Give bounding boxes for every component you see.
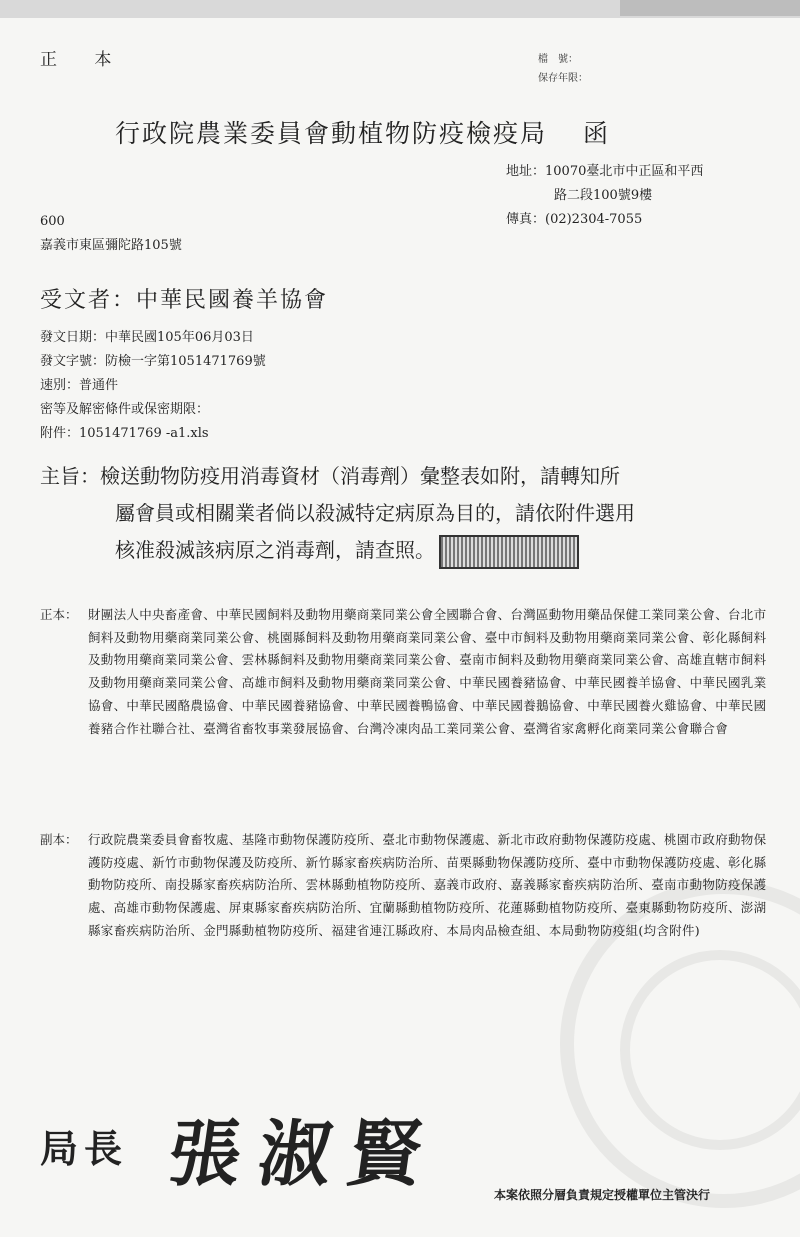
street-address: 嘉義市東區彌陀路105號: [40, 238, 182, 253]
subject-line-3: [40, 532, 635, 569]
subject: [40, 458, 635, 569]
date-stamp: [439, 535, 579, 569]
main-recipients-text: 財團法人中央畜產會、中華民國飼料及動物用藥商業同業公會全國聯合會、台灣區動物用藥品保健工業同業公會、台北市飼料及動物用藥商業同業公會、桃園縣飼料及動物用藥商業同業公會、臺中市飼料及動物用藥商業同業公會、彰化縣飼料及動物用藥商業同業公會、雲林縣飼料及動物用藥商業同業公會、臺南市飼料及動物用藥商業同業公會、高雄直轄市飼料及動物用藥商業同業公會、高雄市飼料及動物用藥商業同業公會、中華民國養豬協會、中華民國養羊協會、中華民國乳業協會、中華民國酪農協會、中華民國養豬協會、中華民國養鴨協會、中華民國養鵝協會、中華民國養火雞協會、中華民國養豬合作社聯合社、臺灣省畜牧事業發展協會、台灣冷凍肉品工業同業公會、臺灣省家禽孵化商業同業公會聯合會: [88, 607, 767, 736]
subject-line-1: 主旨：檢送動物防疫用消毒資材（消毒劑）彙整表如附，請轉知所: [40, 464, 620, 488]
confidentiality: 密等及解密條件或保密期限：: [40, 402, 210, 417]
document-meta: [40, 326, 266, 446]
postal-code: 600: [40, 214, 65, 229]
sender-address-line2: 路二段100號9樓: [554, 188, 653, 203]
agency-name: 行政院農業委員會動植物防疫檢疫局: [115, 119, 548, 148]
file-number-label: 檔 號：: [538, 54, 578, 65]
sender-fax: 傳真：(02)2304-7055: [506, 212, 643, 227]
copy-recipients-label: 副本：: [40, 832, 78, 847]
subject-line-3-text: 核准殺滅該病原之消毒劑，請查照。: [115, 538, 435, 562]
document-title: [115, 114, 610, 150]
issue-date: 發文日期：中華民國105年06月03日: [40, 330, 254, 345]
delegation-note: 本案依照分層負責規定授權單位主管決行: [494, 1188, 711, 1202]
document-kind: 函: [583, 119, 611, 148]
retention-label: 保存年限：: [538, 73, 588, 84]
scan-top-shadow: [620, 0, 800, 16]
copy-recipients: [40, 829, 776, 943]
document-number: 發文字號：防檢一字第1051471769號: [40, 354, 266, 369]
main-recipients: [40, 604, 776, 740]
signature-name: 張淑賢: [163, 1111, 446, 1196]
recipient-address: [40, 210, 182, 258]
copy-label: 正 本: [40, 50, 128, 70]
attachment: 附件：1051471769 -a1.xls: [40, 426, 209, 441]
recipient: 受文者：中華民國養羊協會: [40, 288, 329, 313]
file-meta: [538, 50, 588, 88]
subject-line-2: 屬會員或相關業者倘以殺滅特定病原為目的，請依附件選用: [115, 501, 635, 525]
signature-title: 局長: [40, 1126, 129, 1171]
sender-info: [506, 160, 703, 232]
delivery-speed: 速別：普通件: [40, 378, 119, 393]
sender-address-line1: 地址：10070臺北市中正區和平西: [506, 164, 704, 179]
main-recipients-label: 正本：: [40, 607, 78, 622]
copy-recipients-text: 行政院農業委員會畜牧處、基隆市動物保護防疫所、臺北市動物保護處、新北市政府動物保護防疫處、桃園市政府動物保護防疫處、新竹市動物保護及防疫所、新竹縣家畜疾病防治所、苗栗縣動物保護防疫所、臺中市動物保護防疫處、彰化縣動物防疫所、南投縣家畜疾病防治所、雲林縣動植物防疫所、嘉義市政府、嘉義縣家畜疾病防治所、臺南市動物防疫保護處、高雄市動物保護處、屏東縣家畜疾病防治所、宜蘭縣動植物防疫所、花蓮縣動植物防疫所、臺東縣動物防疫所、澎湖縣家畜疾病防治所、金門縣動植物防疫所、福建省連江縣政府、本局肉品檢查組、本局動物防疫組(均含附件): [88, 832, 767, 938]
